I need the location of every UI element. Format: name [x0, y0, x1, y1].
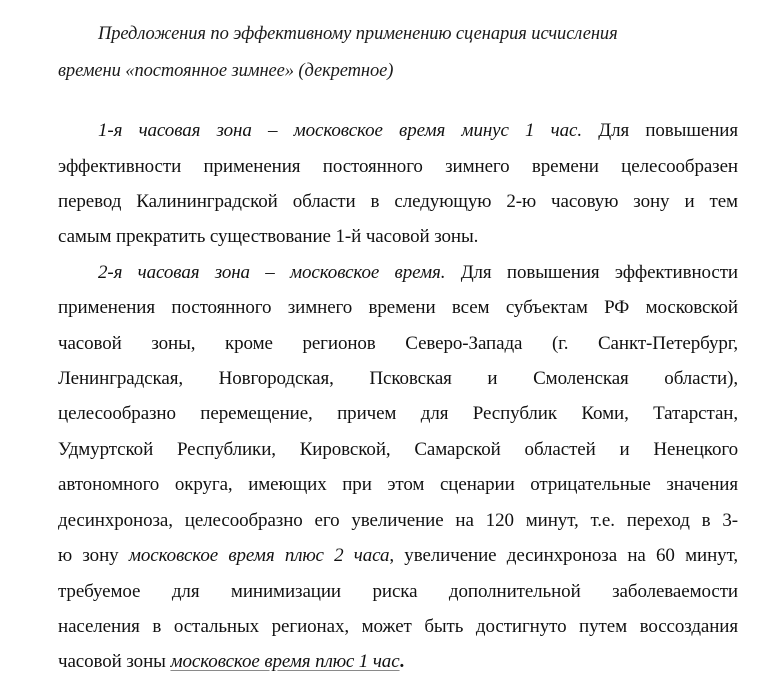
paragraph-1-text: перевод Калининградской области в следующую 2-ю часовую зону и тем: [58, 191, 738, 212]
paragraph-2-line-9: [58, 544, 738, 568]
paragraph-2-line-5: [58, 402, 738, 426]
paragraph-2-text: десинхроноза, целесообразно его увеличение на 120 минут, т.е. переход в 3-: [58, 510, 738, 531]
paragraph-2-text: Ленинградская, Новгородская, Псковская и Смоленская области),: [58, 368, 738, 389]
zone-2-title: 2-я часовая зона – московское время.: [98, 262, 446, 283]
heading-text-1: Предложения по эффективному применению сценария исчисления: [98, 24, 618, 44]
paragraph-2-line-2: [58, 296, 738, 320]
paragraph-1-text: Для повышения: [598, 120, 738, 141]
paragraph-2-text: , увеличение десинхроноза на 60 минут,: [389, 545, 738, 566]
paragraph-2-text: часовой зоны, кроме регионов Северо-Запада (г. Санкт-Петербург,: [58, 333, 738, 354]
paragraph-2-line-7: [58, 473, 738, 497]
zone-1-title: 1-я часовая зона – московское время минус 1 час.: [98, 120, 583, 141]
paragraph-1-line-2: [58, 155, 738, 179]
paragraph-2-text: целесообразно перемещение, причем для Республик Коми, Татарстан,: [58, 403, 738, 424]
paragraph-2-line-8: [58, 509, 738, 533]
paragraph-2-period: .: [399, 651, 405, 672]
paragraph-2-text: применения постоянного зимнего времени всем субъектам РФ московской: [58, 297, 738, 318]
paragraph-1-text: эффективности применения постоянного зимнего времени целесообразен: [58, 156, 738, 177]
paragraph-2-line-4: [58, 367, 738, 391]
paragraph-2-text: Удмуртской Республики, Кировской, Самарской областей и Ненецкого: [58, 439, 738, 460]
paragraph-2-line-10: [58, 580, 738, 604]
paragraph-2-text: часовой зоны: [58, 651, 171, 672]
paragraph-1-line-1: [98, 119, 738, 143]
paragraph-1-line-3: [58, 190, 738, 214]
paragraph-2-text: ю зону: [58, 545, 129, 566]
paragraph-2-line-6: [58, 438, 738, 462]
heading-text-2: времени «постоянное зимнее» (декретное): [58, 61, 394, 81]
paragraph-2-line-1: [98, 261, 738, 285]
document-heading-line-1: [98, 22, 738, 46]
paragraph-2-text: требуемое для минимизации риска дополнительной заболеваемости: [58, 581, 738, 602]
paragraph-1-text: самым прекратить существование 1-й часовой зоны.: [58, 226, 479, 247]
zone-3-title: московское время плюс 2 часа: [128, 545, 390, 566]
document-heading-line-2: [58, 59, 738, 83]
paragraph-2-line-12: [58, 650, 738, 674]
paragraph-2-text: автономного округа, имеющих при этом сценарии отрицательные значения: [58, 474, 738, 495]
paragraph-2-line-11: [58, 615, 738, 639]
paragraph-1-line-4: [58, 225, 738, 249]
paragraph-2-text: Для повышения эффективности: [460, 262, 738, 283]
paragraph-2-text: населения в остальных регионах, может быть достигнуто путем воссоздания: [58, 616, 738, 637]
moscow-plus-one-zone-title: московское время плюс 1 час: [170, 651, 400, 672]
paragraph-2-line-3: [58, 332, 738, 356]
